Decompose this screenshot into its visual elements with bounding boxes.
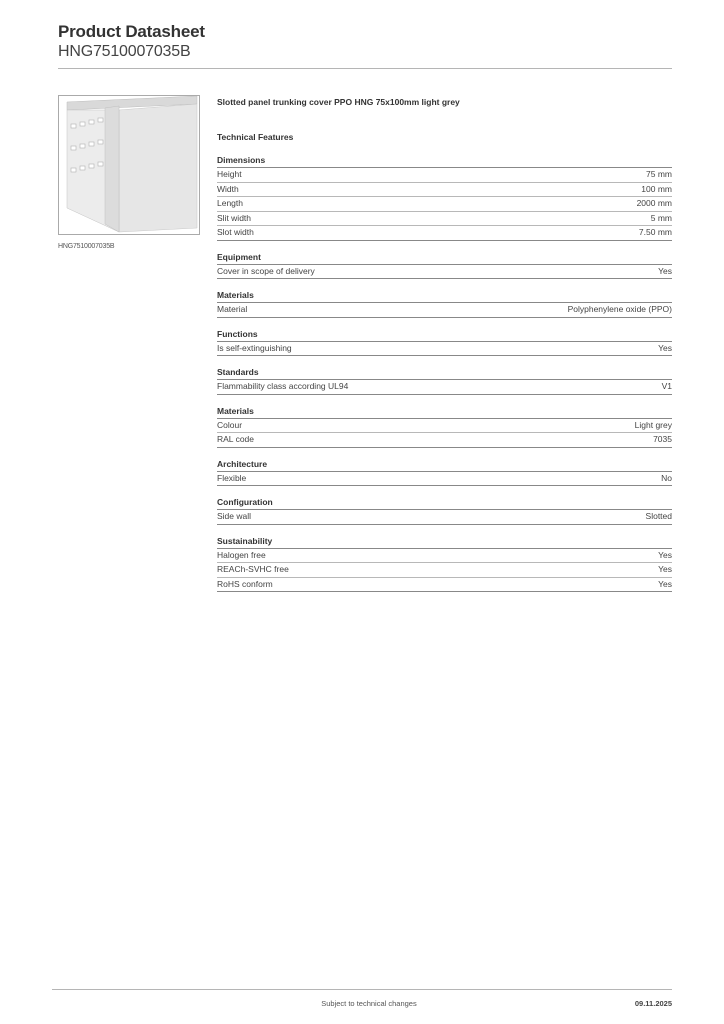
- feature-group: [217, 458, 672, 487]
- feature-value: Yes: [658, 265, 672, 276]
- feature-row: [217, 226, 672, 241]
- feature-row: [217, 303, 672, 318]
- feature-group-title: Materials: [217, 405, 672, 419]
- feature-row: [217, 549, 672, 564]
- feature-row: [217, 563, 672, 578]
- feature-group-title: Equipment: [217, 251, 672, 265]
- feature-label: Flammability class according UL94: [217, 381, 349, 391]
- feature-value: No: [661, 472, 672, 483]
- product-name: Slotted panel trunking cover PPO HNG 75x100mm light grey: [217, 97, 460, 107]
- footer-date: 09.11.2025: [634, 999, 672, 1008]
- feature-row: [217, 419, 672, 434]
- feature-label: Halogen free: [217, 549, 266, 560]
- footer-divider: [52, 989, 672, 990]
- feature-row: [217, 578, 672, 593]
- feature-group-title: Materials: [217, 289, 672, 303]
- feature-group-title: Functions: [217, 328, 672, 342]
- page-title: Product Datasheet: [58, 22, 205, 41]
- feature-value: Light grey: [634, 419, 672, 430]
- feature-row: [217, 183, 672, 198]
- feature-label: Slit width: [217, 212, 252, 223]
- feature-row: [217, 212, 672, 227]
- feature-label: Colour: [217, 419, 243, 430]
- feature-label: Height: [217, 169, 242, 179]
- feature-value: Yes: [658, 564, 672, 574]
- feature-label: Is self-extinguishing: [217, 342, 292, 353]
- technical-features-heading: Technical Features: [217, 132, 294, 142]
- feature-label: Flexible: [217, 472, 247, 483]
- feature-row: [217, 472, 672, 487]
- feature-group: [217, 496, 672, 525]
- feature-row: [217, 510, 672, 525]
- feature-row: [217, 168, 672, 183]
- feature-value: Slotted: [645, 511, 672, 521]
- feature-label: Width: [217, 183, 239, 194]
- footer-note: Subject to technical changes: [321, 999, 417, 1008]
- feature-label: Slot width: [217, 227, 254, 237]
- feature-value: 7035: [653, 434, 672, 444]
- feature-group: [217, 289, 672, 318]
- feature-group-title: Dimensions: [217, 154, 672, 168]
- feature-group: [217, 535, 672, 593]
- feature-label: RAL code: [217, 434, 255, 444]
- feature-group-title: Sustainability: [217, 535, 672, 549]
- feature-value: 75 mm: [646, 169, 672, 179]
- feature-label: Length: [217, 198, 243, 208]
- feature-row: [217, 265, 672, 280]
- feature-value: 7.50 mm: [638, 227, 672, 237]
- feature-group: [217, 251, 672, 280]
- feature-group-title: Standards: [217, 366, 672, 380]
- feature-group: [217, 154, 672, 241]
- feature-row: [217, 342, 672, 357]
- header-divider: [58, 68, 672, 69]
- feature-group-title: Configuration: [217, 496, 672, 510]
- feature-group: [217, 366, 672, 395]
- product-image: [58, 95, 200, 235]
- trunking-illustration-icon: [59, 96, 199, 234]
- feature-value: 100 mm: [641, 183, 672, 194]
- article-number: HNG7510007035B: [58, 43, 191, 60]
- feature-label: RoHS conform: [217, 578, 273, 589]
- feature-label: Material: [217, 304, 248, 314]
- feature-value: Yes: [658, 342, 672, 353]
- feature-group: [217, 328, 672, 357]
- feature-value: 5 mm: [650, 212, 672, 223]
- feature-group: [217, 405, 672, 448]
- feature-groups: [217, 154, 672, 592]
- feature-value: 2000 mm: [636, 198, 672, 208]
- technical-content: [217, 95, 672, 592]
- feature-row: [217, 380, 672, 395]
- datasheet-header: [58, 22, 672, 61]
- feature-label: Cover in scope of delivery: [217, 265, 315, 276]
- feature-value: Polyphenylene oxide (PPO): [567, 304, 672, 314]
- image-caption: HNG7510007035B: [58, 243, 115, 250]
- feature-value: V1: [661, 381, 672, 391]
- feature-label: REACh-SVHC free: [217, 564, 289, 574]
- feature-row: [217, 433, 672, 448]
- feature-row: [217, 197, 672, 212]
- feature-label: Side wall: [217, 511, 252, 521]
- feature-value: Yes: [658, 549, 672, 560]
- feature-value: Yes: [658, 578, 672, 589]
- feature-group-title: Architecture: [217, 458, 672, 472]
